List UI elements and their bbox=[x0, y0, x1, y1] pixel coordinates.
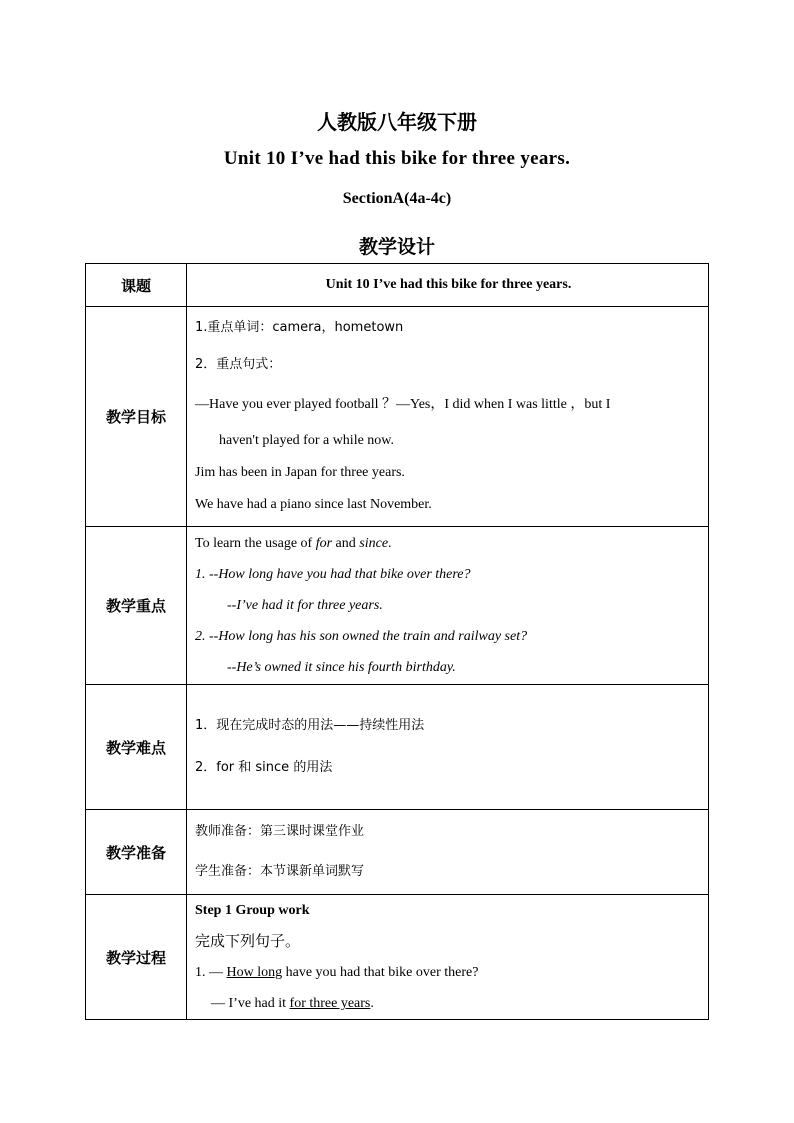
focus-line-1-text: To learn the usage of bbox=[195, 536, 316, 551]
process-question-2 bbox=[195, 988, 702, 1019]
goals-content bbox=[187, 307, 709, 527]
focus-line-4: 2. --How long has his son owned the train and railway set? bbox=[195, 629, 528, 644]
table-row-topic bbox=[86, 264, 709, 307]
lesson-plan-table bbox=[85, 263, 709, 1020]
process-label: 教学过程 bbox=[86, 895, 187, 1020]
focus-line-1 bbox=[195, 528, 702, 559]
section-label: SectionA(4a-4c) bbox=[342, 190, 452, 207]
focus-line-1-end: . bbox=[388, 536, 392, 551]
document-title-cn: 人教版八年级下册 bbox=[317, 110, 477, 134]
preparation-line-1: 教师准备：第三课时课堂作业 bbox=[195, 824, 365, 839]
focus-word-for: for bbox=[315, 536, 333, 551]
goals-line-3: —Have you ever played football ？—Yes，I did when I was little ，but I bbox=[195, 396, 611, 412]
focus-word-since: since bbox=[359, 536, 389, 551]
preparation-content bbox=[187, 810, 709, 895]
process-q2-rest: . bbox=[370, 996, 374, 1011]
goals-line-5: Jim has been in Japan for three years. bbox=[195, 464, 405, 480]
goals-line-6: We have had a piano since last November. bbox=[195, 496, 432, 512]
process-question-1 bbox=[195, 957, 702, 988]
difficulty-label: 教学难点 bbox=[86, 685, 187, 810]
focus-word-and: and bbox=[332, 536, 360, 551]
document-title-en: Unit 10 I’ve had this bike for three years. bbox=[223, 148, 571, 169]
goals-line-1: 1.重点单词：camera，hometown bbox=[195, 319, 404, 335]
focus-line-2: 1. --How long have you had that bike over there? bbox=[195, 567, 471, 582]
process-content bbox=[187, 895, 709, 1020]
table-row-goals bbox=[86, 307, 709, 527]
table-row-focus bbox=[86, 527, 709, 685]
difficulty-line-1: 1．现在完成时态的用法——持续性用法 bbox=[195, 718, 425, 733]
difficulty-line-2: 2．for 和 since 的用法 bbox=[195, 760, 333, 775]
process-q2-prefix: — I’ve had it bbox=[211, 996, 290, 1011]
difficulty-content bbox=[187, 685, 709, 810]
process-q1-answer: How long bbox=[226, 965, 283, 980]
process-q1-prefix: 1. — bbox=[195, 965, 227, 980]
preparation-line-2: 学生准备：本节课新单词默写 bbox=[195, 864, 365, 879]
process-q1-rest: have you had that bike over there? bbox=[282, 965, 479, 980]
design-heading: 教学设计 bbox=[358, 236, 435, 258]
goals-label: 教学目标 bbox=[86, 307, 187, 527]
goals-line-4: haven't played for a while now. bbox=[219, 432, 394, 448]
table-row-process bbox=[86, 895, 709, 1020]
focus-line-3: --I’ve had it for three years. bbox=[227, 598, 383, 613]
focus-content bbox=[187, 527, 709, 685]
table-row-difficulty bbox=[86, 685, 709, 810]
topic-label: 课题 bbox=[86, 264, 187, 307]
topic-value: Unit 10 I’ve had this bike for three years. bbox=[187, 264, 709, 307]
focus-label: 教学重点 bbox=[86, 527, 187, 685]
process-q2-answer: for three years bbox=[289, 996, 371, 1011]
process-step-title: Step 1 Group work bbox=[195, 903, 310, 918]
table-row-preparation bbox=[86, 810, 709, 895]
goals-line-2: 2．重点句式： bbox=[195, 356, 282, 372]
preparation-label: 教学准备 bbox=[86, 810, 187, 895]
process-instruction: 完成下列句子。 bbox=[195, 932, 301, 950]
focus-line-5: --He’s owned it since his fourth birthday. bbox=[227, 660, 456, 675]
